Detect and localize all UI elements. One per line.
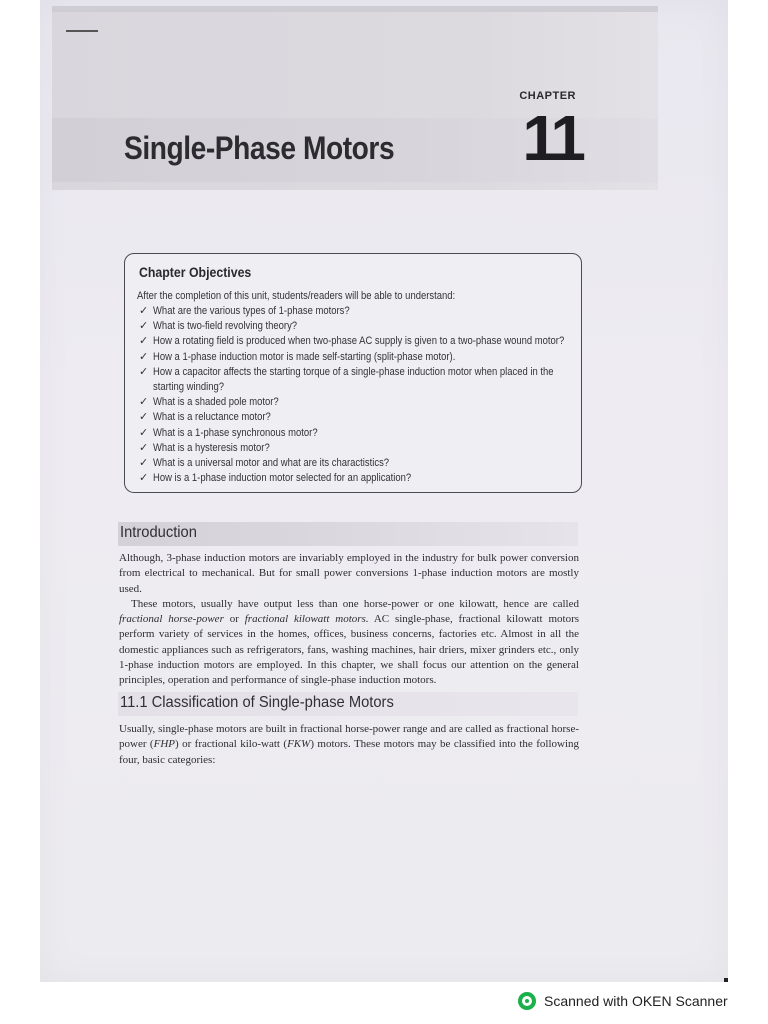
objectives-list bbox=[137, 304, 577, 486]
checkmark-icon: ✓ bbox=[139, 320, 149, 333]
objective-item: ✓ How a rotating field is produced when two-phase AC supply is given to a two-phase wound motor? bbox=[137, 334, 577, 349]
objective-item: ✓ How a capacitor affects the starting torque of a single-phase induction motor when placed in the starting winding? bbox=[139, 365, 554, 394]
chapter-number: 11 bbox=[522, 102, 582, 174]
checkmark-icon: ✓ bbox=[139, 411, 149, 424]
checkmark-icon: ✓ bbox=[139, 305, 149, 317]
objective-item: ✓ What is two-field revolving theory? bbox=[137, 319, 577, 334]
classification-heading: 11.1 Classification of Single-phase Motors bbox=[120, 694, 394, 711]
oken-scanner-logo-icon bbox=[518, 992, 536, 1010]
classification-body bbox=[119, 722, 579, 768]
scanner-watermark-text: Scanned with OKEN Scanner bbox=[544, 993, 728, 1009]
corner-mark bbox=[66, 30, 98, 32]
chapter-label: CHAPTER bbox=[519, 90, 576, 102]
checkmark-icon: ✓ bbox=[139, 457, 149, 470]
checkmark-icon: ✓ bbox=[139, 472, 149, 485]
objective-item: ✓ What is a hysteresis motor? bbox=[137, 441, 577, 456]
classification-paragraph: Usually, single-phase motors are built in fractional horse-power range and are called as fractional horse-power (FHP) or fractional kilo-watt (FKW) motors. These motors may be classified into the following four, basic categories: bbox=[119, 723, 579, 766]
objective-item: ✓ What is a shaded pole motor? bbox=[137, 395, 577, 410]
objective-item: ✓ How a 1-phase induction motor is made self-starting (split-phase motor). bbox=[137, 350, 577, 365]
objective-item: ✓ How is a 1-phase induction motor selected for an application? bbox=[137, 471, 577, 486]
chapter-title: Single-Phase Motors bbox=[124, 130, 395, 166]
introduction-paragraph-1: Although, 3-phase induction motors are invariably employed in the industry for bulk power conversion from electrical to mechanical. But for small power conversions 1-phase induction motors are mostly used. bbox=[119, 552, 579, 595]
page-corner-mark bbox=[724, 978, 728, 982]
introduction-heading: Introduction bbox=[120, 524, 197, 541]
objective-item: ✓ What is a universal motor and what are its charactistics? bbox=[137, 456, 577, 471]
objectives-intro: After the completion of this unit, students/readers will be able to understand: bbox=[137, 290, 456, 302]
introduction-paragraph-2: These motors, usually have output less than one horse-power or one kilowatt, hence are called fractional horse-power or fractional kilowatt motors. AC single-phase, fractional kilowatt motors perform variety of services in the homes, offices, business concerns, factories etc. Almost in all the domestic appliances such as refrigerators, fans, washing machines, hair driers, mixer grinders etc., only 1-phase induction motors are employed. In this chapter, we shall focus our attention on the general principles, operation and performance of single-phase induction motors. bbox=[119, 597, 580, 687]
introduction-body bbox=[119, 551, 579, 689]
checkmark-icon: ✓ bbox=[139, 365, 149, 378]
objective-item: ✓ What is a 1-phase synchronous motor? bbox=[137, 426, 577, 441]
checkmark-icon: ✓ bbox=[139, 396, 149, 409]
checkmark-icon: ✓ bbox=[139, 441, 149, 454]
checkmark-icon: ✓ bbox=[139, 350, 149, 363]
objective-item: ✓ What are the various types of 1-phase motors? bbox=[137, 304, 577, 319]
checkmark-icon: ✓ bbox=[139, 426, 149, 439]
checkmark-icon: ✓ bbox=[139, 335, 149, 348]
chapter-objectives-box bbox=[124, 253, 582, 493]
scanner-watermark bbox=[518, 991, 728, 1011]
objectives-heading: Chapter Objectives bbox=[139, 264, 252, 280]
objective-item: ✓ What is a reluctance motor? bbox=[137, 410, 577, 425]
